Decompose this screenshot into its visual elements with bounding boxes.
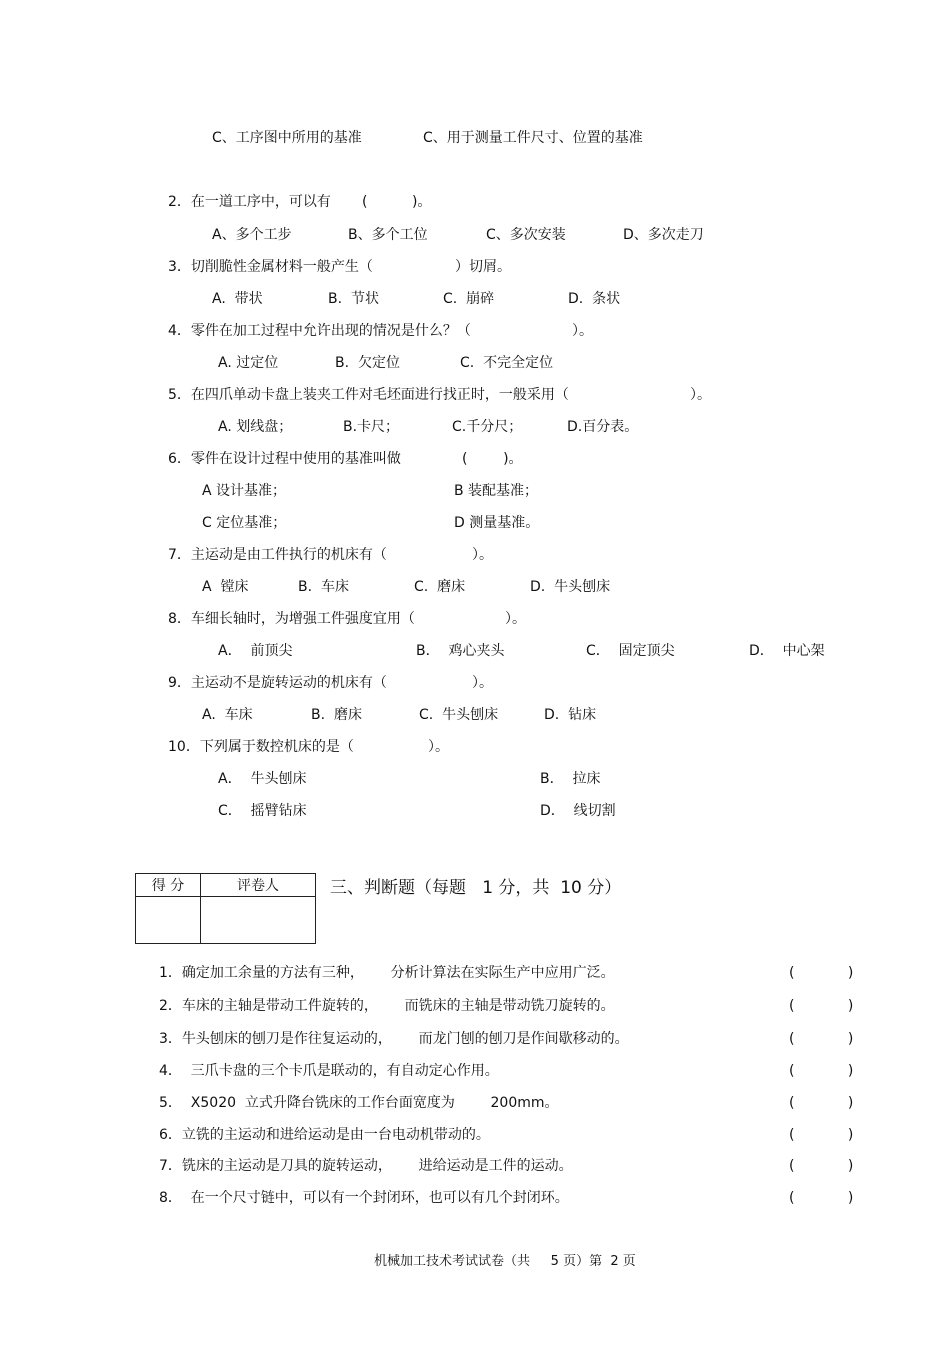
answer-blank: ）。 (572, 323, 593, 339)
option: A、多个工步 (212, 227, 292, 243)
question-stem: 5．在四爪单动卡盘上装夹工件对毛坯面进行找正时，一般采用（ (168, 387, 569, 403)
answer-blank: ( ) (789, 965, 854, 981)
answer-blank: ( ) (789, 1031, 854, 1047)
option: B. 节状 (328, 291, 379, 307)
option: A. 划线盘； (218, 419, 293, 435)
option: D. 钻床 (544, 707, 597, 723)
option: C． 摇臂钻床 (218, 803, 307, 819)
tf-question: 8． 在一个尺寸链中，可以有一个封闭环，也可以有几个封闭环。 (159, 1190, 569, 1206)
tf-question: 4． 三爪卡盘的三个卡爪是联动的，有自动定心作用。 (159, 1063, 499, 1079)
answer-blank: ( ) (789, 1190, 854, 1206)
option: B. 磨床 (311, 707, 362, 723)
tf-question: 7．铣床的主运动是刀具的旋转运动， 进给运动是工件的运动。 (159, 1158, 573, 1174)
answer-blank: ( )。 (362, 194, 432, 210)
option-c-line: C、工序图中所用的基准 (212, 130, 362, 146)
option: C． 固定顶尖 (586, 643, 675, 659)
answer-blank: ( ) (789, 1158, 854, 1174)
question-stem: 4．零件在加工过程中允许出现的情况是什么？（ (168, 323, 471, 339)
section-title: 三、判断题（每题 1 分，共 10 分） (330, 878, 622, 898)
option: C. 不完全定位 (460, 355, 554, 371)
option: B 装配基准； (454, 483, 539, 499)
option: C. 牛头刨床 (419, 707, 499, 723)
option: C. 崩碎 (443, 291, 495, 307)
option: C、多次安装 (486, 227, 566, 243)
answer-blank: ）切屑。 (455, 259, 511, 275)
answer-blank: ）。 (690, 387, 711, 403)
option: C. 磨床 (414, 579, 466, 595)
answer-blank: ）。 (472, 675, 493, 691)
answer-blank: ( ) (789, 998, 854, 1014)
answer-blank: ( ) (789, 1063, 854, 1079)
option: D、多次走刀 (623, 227, 704, 243)
option: C 定位基准； (202, 515, 287, 531)
question-stem: 6．零件在设计过程中使用的基准叫做 (168, 451, 401, 467)
question-stem: 2．在一道工序中，可以有 (168, 194, 331, 210)
answer-blank: ( )。 (462, 451, 523, 467)
option: D. 条状 (568, 291, 621, 307)
tf-question: 2．车床的主轴是带动工件旋转的， 而铣床的主轴是带动铣刀旋转的。 (159, 998, 615, 1014)
question-stem: 10．下列属于数控机床的是（ (168, 739, 354, 755)
option: A 镗床 (202, 579, 249, 595)
option: B． 拉床 (540, 771, 601, 787)
answer-blank: ( ) (789, 1095, 854, 1111)
option: B、多个工位 (348, 227, 428, 243)
tf-question: 5． X5020 立式升降台铣床的工作台面宽度为 200mm。 (159, 1095, 559, 1111)
answer-blank: ）。 (472, 547, 493, 563)
option-c-line: C、用于测量工件尺寸、位置的基准 (423, 130, 643, 146)
option: A． 牛头刨床 (218, 771, 307, 787)
question-stem: 3．切削脆性金属材料一般产生（ (168, 259, 373, 275)
answer-blank: ）。 (505, 611, 526, 627)
page-footer: 机械加工技术考试试卷（共 5 页）第 2 页 (374, 1254, 636, 1269)
option: A 设计基准； (202, 483, 287, 499)
question-stem: 7．主运动是由工件执行的机床有（ (168, 547, 387, 563)
option: D 测量基准。 (454, 515, 540, 531)
answer-blank: ）。 (428, 739, 449, 755)
tf-question: 3．牛头刨床的刨刀是作往复运动的， 而龙门刨的刨刀是作间歇移动的。 (159, 1031, 629, 1047)
answer-blank: ( ) (789, 1127, 854, 1143)
question-stem: 8．车细长轴时，为增强工件强度宜用（ (168, 611, 415, 627)
option: A． 前顶尖 (218, 643, 293, 659)
question-stem: 9．主运动不是旋转运动的机床有（ (168, 675, 387, 691)
score-header: 得 分 (136, 874, 201, 897)
option: B. 欠定位 (335, 355, 400, 371)
option: C.千分尺； (452, 419, 523, 435)
option: B.卡尺； (343, 419, 400, 435)
tf-question: 6．立铣的主运动和进给运动是由一台电动机带动的。 (159, 1127, 490, 1143)
score-cell[interactable] (136, 897, 201, 944)
option: A. 过定位 (218, 355, 279, 371)
option: A. 车床 (202, 707, 253, 723)
tf-question: 1．确定加工余量的方法有三种， 分析计算法在实际生产中应用广泛。 (159, 965, 615, 981)
grader-header: 评卷人 (201, 874, 316, 897)
option: D. 牛头刨床 (530, 579, 611, 595)
score-box (135, 873, 316, 944)
option: B． 鸡心夹头 (416, 643, 505, 659)
option: A. 带状 (212, 291, 263, 307)
option: D.百分表。 (567, 419, 639, 435)
grader-cell[interactable] (201, 897, 316, 944)
option: D． 线切割 (540, 803, 616, 819)
option: B. 车床 (298, 579, 349, 595)
option: D． 中心架 (749, 643, 825, 659)
